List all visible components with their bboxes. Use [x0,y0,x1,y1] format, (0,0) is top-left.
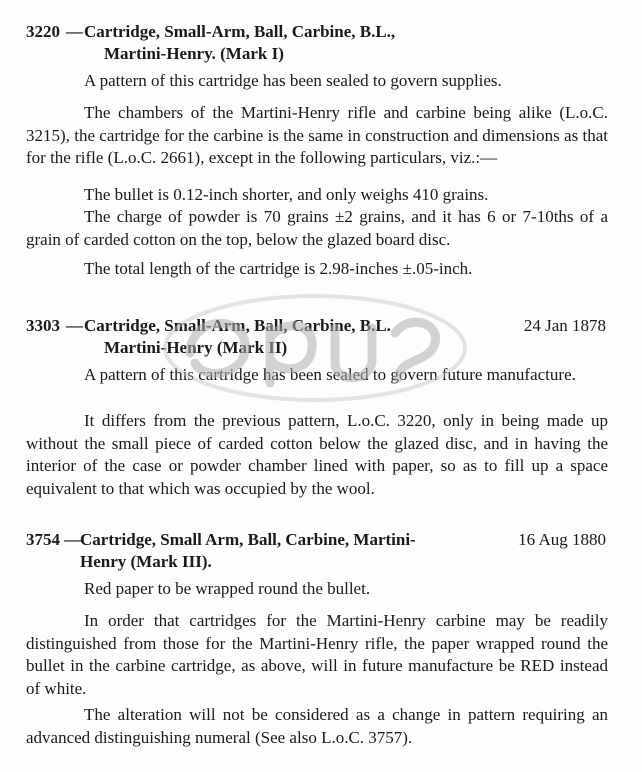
entry-paragraph: Red paper to be wrapped round the bullet. [84,579,371,598]
entry-number: 3303 [26,316,60,335]
entry-title-line1: Cartridge, Small-Arm, Ball, Carbine, B.L., [84,22,396,41]
entry-paragraph: It differs from the previous pattern, L.o.C. 3220, only in being made up without the small piece of carded cotton below the glazed disc, and in having the interior of the case or powder chamber lined with paper, so as to fill up a space equivalent to that which was occupied by the wool. [26,411,608,498]
entry-title-line2: Martini-Henry (Mark II) [104,338,288,357]
entry-number: 3754 [26,530,60,549]
entry-dash: — [66,316,83,335]
entry-paragraph: A pattern of this cartridge has been sealed to govern future manufacture. [84,365,576,384]
entry-date: 24 Jan 1878 [523,316,606,335]
entry-dash: — [66,22,83,41]
entry-paragraph: The alteration will not be considered as a change in pattern requiring an advanced distinguishing numeral (See also L.o.C. 3757). [26,705,608,747]
entry-paragraph: In order that cartridges for the Martini-Henry carbine may be readily distinguished from those for the Martini-Henry rifle, the paper wrapped round the bullet in the carbine cartridge, as above, will in future manufacture be RED instead of white. [26,611,608,698]
entry-date: 16 Aug 1880 [518,530,606,549]
entry-number: 3220 [26,22,60,41]
entry-paragraph: The chambers of the Martini-Henry rifle and carbine being alike (L.o.C. 3215), the cartridge for the carbine is the same in construction and dimensions as that for the rifle (L.o.C. 2661), except in the following particulars, viz.:— [26,103,608,167]
entry-paragraph: The total length of the cartridge is 2.98-inches ±.05-inch. [84,259,473,278]
entry-paragraph: The charge of powder is 70 grains ±2 grains, and it has 6 or 7-10ths of a grain of carded cotton on the top, below the glazed board disc. [26,207,608,249]
entry-title-line1: Cartridge, Small-Arm, Ball, Carbine, B.L. [84,316,391,335]
entry-paragraph: A pattern of this cartridge has been sealed to govern supplies. [84,71,502,90]
entry-title-line1: Cartridge, Small Arm, Ball, Carbine, Martini- [80,530,416,549]
entry-dash: — [64,530,81,549]
entry-title-line2: Henry (Mark III). [80,552,212,571]
entry-paragraph: The bullet is 0.12-inch shorter, and only weighs 410 grains. [84,185,489,204]
entry-title-line2: Martini-Henry. (Mark I) [104,44,284,63]
